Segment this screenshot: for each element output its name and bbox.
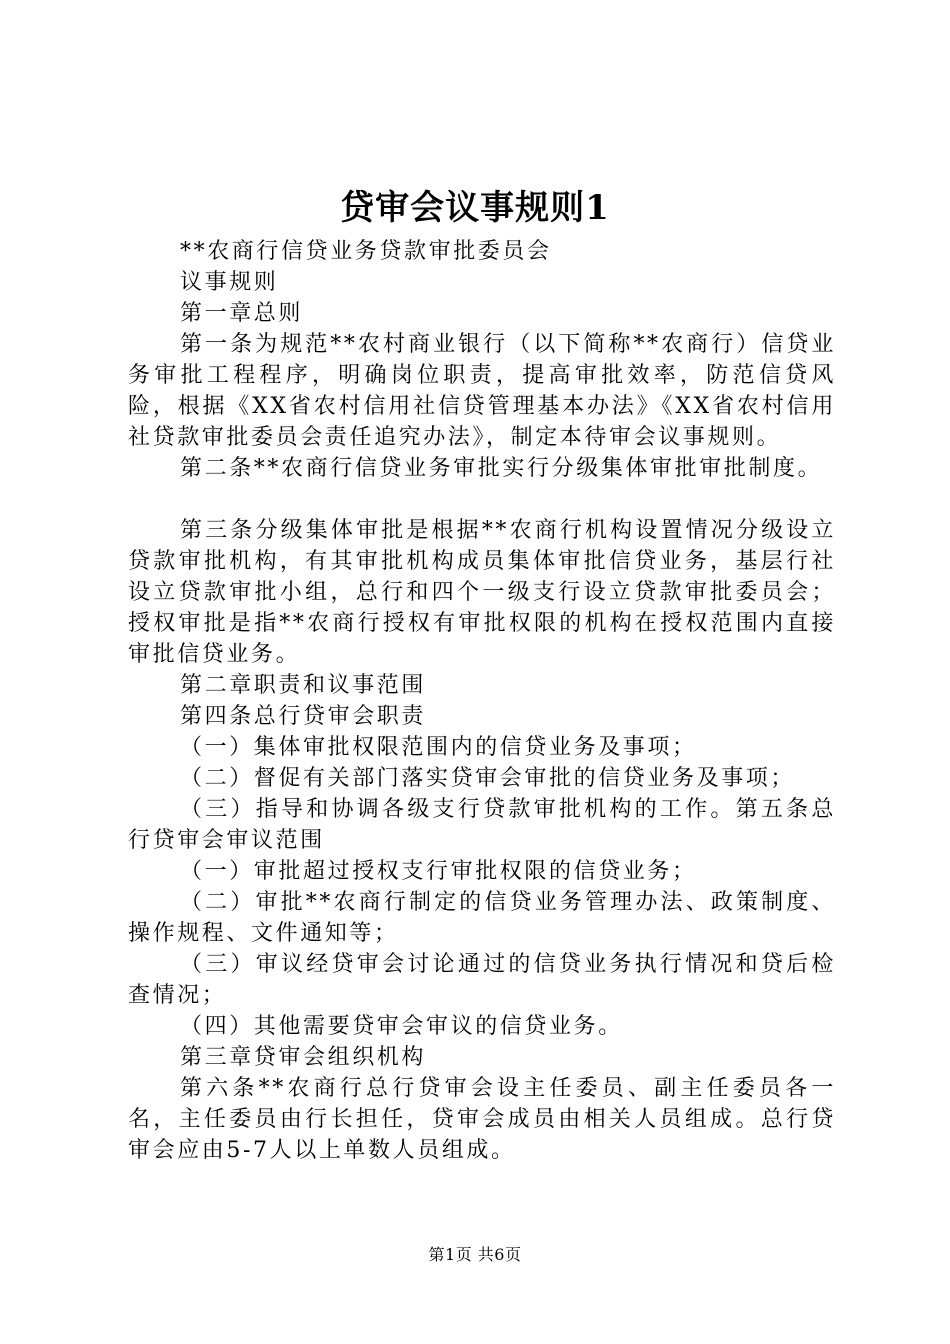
article-5-item-1: （一）审批超过授权支行审批权限的信贷业务； <box>180 859 697 884</box>
chapter-2-heading: 第二章职责和议事范围 <box>180 673 427 698</box>
paragraph-rules-heading: 议事规则 <box>180 270 279 295</box>
document-body <box>128 236 836 1166</box>
article-5-item-2: （二）审批**农商行制定的信贷业务管理办法、政策制度、操作规程、文件通知等； <box>128 890 836 946</box>
article-5-item-4: （四）其他需要贷审会审议的信贷业务。 <box>180 1014 623 1039</box>
chapter-3-heading: 第三章贷审会组织机构 <box>180 1045 427 1070</box>
article-2: 第二条**农商行信贷业务审批实行分级集体审批审批制度。 <box>180 456 823 481</box>
document-title: 贷审会议事规则1 <box>340 188 610 228</box>
article-5-item-3: （三）审议经贷审会讨论通过的信贷业务执行情况和贷后检查情况； <box>128 952 836 1008</box>
article-1: 第一条为规范**农村商业银行（以下简称**农商行）信贷业务审批工程程序，明确岗位职责，提高审批效率，防范信贷风险，根据《XX省农村信用社信贷管理基本办法》《XX省农村信用社贷款审批委员会责任追究办法》，制定本待审会议事规则。 <box>128 332 836 450</box>
paragraph-committee-name: **农商行信贷业务贷款审批委员会 <box>180 239 552 264</box>
article-3: 第三条分级集体审批是根据**农商行机构设置情况分级设立贷款审批机构，有其审批机构成员集体审批信贷业务，基层行社设立贷款审批小组，总行和四个一级支行设立贷款审批委员会；授权审批是指**农商行授权有审批权限的机构在授权范围内直接审批信贷业务。 <box>128 518 836 667</box>
chapter-1-heading: 第一章总则 <box>180 301 304 326</box>
article-4-item-3: （三）指导和协调各级支行贷款审批机构的工作。第五条总行贷审会审议范围 <box>128 797 836 853</box>
article-4-heading: 第四条总行贷审会职责 <box>180 704 427 729</box>
article-6: 第六条**农商行总行贷审会设主任委员、副主任委员各一名，主任委员由行长担任，贷审会成员由相关人员组成。总行贷审会应由5-7人以上单数人员组成。 <box>128 1076 836 1163</box>
page-footer: 第1页 共6页 <box>428 1245 522 1264</box>
article-4-item-1: （一）集体审批权限范围内的信贷业务及事项； <box>180 735 697 760</box>
article-4-item-2: （二）督促有关部门落实贷审会审批的信贷业务及事项； <box>180 766 796 791</box>
